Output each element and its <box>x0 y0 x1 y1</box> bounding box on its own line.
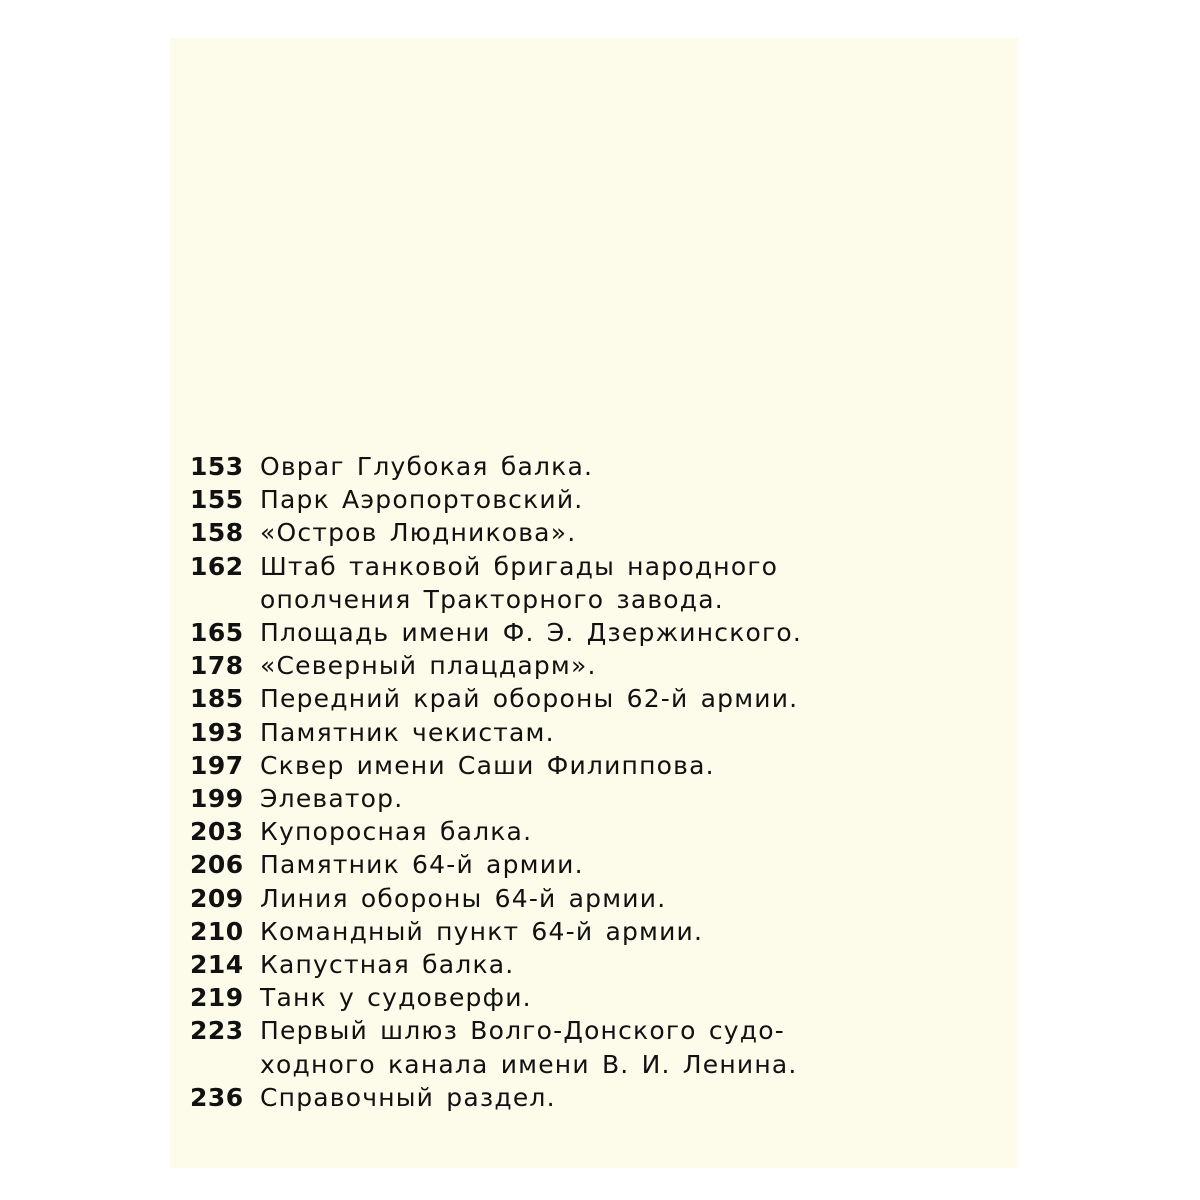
table-of-contents <box>190 450 850 1114</box>
toc-entry <box>190 716 850 749</box>
toc-entry-title <box>260 882 850 915</box>
toc-page-number: 210 <box>190 916 244 946</box>
toc-entry <box>190 616 850 649</box>
toc-page-number: 153 <box>190 452 244 481</box>
toc-page-number: 209 <box>190 883 244 913</box>
toc-title-line: Парк Аэропортовский. <box>260 485 584 515</box>
toc-title-line: Площадь имени Ф. Э. Дзержинского. <box>260 618 803 648</box>
toc-page-number: 203 <box>190 817 244 847</box>
toc-page-number: 158 <box>190 518 244 548</box>
toc-title-line: «Северный плацдарм». <box>260 651 597 681</box>
toc-page-number: 197 <box>190 750 244 780</box>
toc-title-line: Памятник 64-й армии. <box>260 850 584 880</box>
toc-entry-title <box>260 848 850 881</box>
toc-page-number: 236 <box>190 1082 244 1112</box>
toc-entry-title <box>260 516 850 549</box>
toc-entry <box>190 682 850 715</box>
toc-entry <box>190 1014 850 1080</box>
toc-title-line: Элеватор. <box>260 784 404 814</box>
toc-entry <box>190 516 850 549</box>
toc-page-number: 219 <box>190 983 244 1013</box>
toc-page-number: 223 <box>190 1016 244 1046</box>
toc-entry <box>190 882 850 915</box>
toc-title-line: Памятник чекистам. <box>260 717 555 747</box>
toc-entry-title <box>260 649 850 682</box>
toc-entry-title <box>260 948 850 981</box>
toc-title-line: «Остров Людникова». <box>260 518 577 548</box>
toc-entry-title <box>260 716 850 749</box>
toc-entry-title <box>260 782 850 815</box>
toc-title-line: Первый шлюз Волго-Донского судо- <box>260 1016 785 1046</box>
toc-page-number: 155 <box>190 485 244 515</box>
toc-entry <box>190 550 850 616</box>
toc-entry <box>190 815 850 848</box>
toc-entry <box>190 649 850 682</box>
toc-entry <box>190 782 850 815</box>
toc-entry <box>190 450 850 483</box>
toc-title-line: Линия обороны 64-й армии. <box>260 883 667 913</box>
toc-title-line: Передний край обороны 62-й армии. <box>260 684 799 714</box>
toc-title-line: Командный пункт 64-й армии. <box>260 916 704 946</box>
toc-entry-title <box>260 450 850 483</box>
toc-entry-title <box>260 1014 850 1080</box>
toc-title-line: Штаб танковой бригады народного <box>260 551 779 581</box>
toc-entry <box>190 749 850 782</box>
toc-entry <box>190 1081 850 1114</box>
toc-title-line: ополчения Тракторного завода. <box>260 584 724 614</box>
toc-entry-title <box>260 550 850 616</box>
toc-entry-title <box>260 682 850 715</box>
toc-entry-title <box>260 1081 850 1114</box>
toc-title-line: Справочный раздел. <box>260 1082 556 1112</box>
toc-page-number: 199 <box>190 784 244 814</box>
toc-page-number: 214 <box>190 950 244 980</box>
toc-entry-title <box>260 749 850 782</box>
toc-entry <box>190 981 850 1014</box>
toc-entry-title <box>260 981 850 1014</box>
toc-entry <box>190 915 850 948</box>
toc-page-number: 178 <box>190 651 244 681</box>
toc-page-number: 165 <box>190 618 244 648</box>
toc-entry-title <box>260 616 850 649</box>
toc-entry-title <box>260 915 850 948</box>
toc-title-line: Сквер имени Саши Филиппова. <box>260 750 715 780</box>
toc-entry <box>190 948 850 981</box>
toc-page-number: 193 <box>190 717 244 747</box>
toc-entry <box>190 483 850 516</box>
toc-title-line: ходного канала имени В. И. Ленина. <box>260 1049 798 1079</box>
toc-page-number: 185 <box>190 684 244 714</box>
toc-title-line: Овраг Глубокая балка. <box>260 452 594 481</box>
toc-title-line: Капустная балка. <box>260 950 515 980</box>
toc-entry-title <box>260 483 850 516</box>
toc-entry <box>190 848 850 881</box>
toc-entry-title <box>260 815 850 848</box>
toc-page-number: 162 <box>190 551 244 581</box>
toc-title-line: Танк у судоверфи. <box>260 983 532 1013</box>
toc-title-line: Купоросная балка. <box>260 817 533 847</box>
toc-page-number: 206 <box>190 850 244 880</box>
